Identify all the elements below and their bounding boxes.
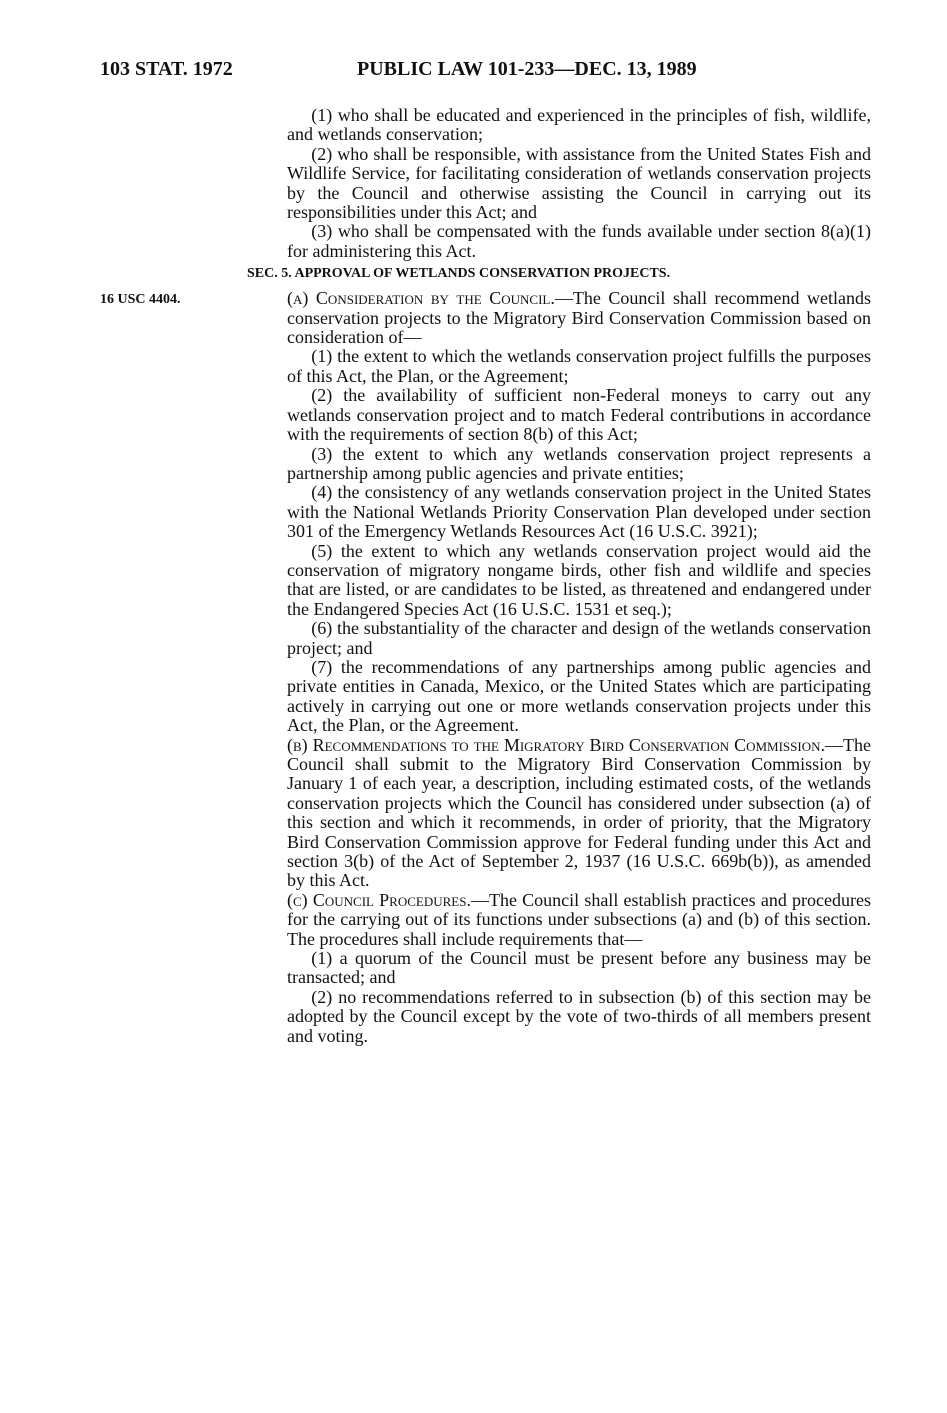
- subsection-c-heading: (c) Council Procedures.: [287, 889, 471, 910]
- subsection-a-item: (4) the consistency of any wetlands conservation project in the United States with the National Wetlands Priority Conservation Plan developed under section 301 of the Emergency Wetlands Resources Act (16 U.S.C. 3921);: [287, 482, 871, 542]
- subsection-a-heading: (a) Consideration by the Council.: [287, 288, 555, 309]
- intro-item: (1) who shall be educated and experienced in the principles of fish, wildlife, and wetlands conservation;: [287, 105, 871, 145]
- subsection-a-item: (7) the recommendations of any partnerships among public agencies and private entities in Canada, Mexico, or the United States which are participating actively in carrying out one or more wetlands conservation projects under this Act, the Plan, or the Agreement.: [287, 656, 871, 736]
- subsection-b: [287, 736, 871, 891]
- subsection-a-item: (5) the extent to which any wetlands conservation project would aid the conservation of migratory nongame birds, other fish and wildlife and species that are listed, or are candidates to be listed, as threatened and endangered under the Endangered Species Act (16 U.S.C. 1531 et seq.);: [287, 540, 871, 619]
- stat-page-number: 103 STAT. 1972: [100, 58, 233, 80]
- intro-item: (3) who shall be compensated with the funds available under section 8(a)(1) for administering this Act.: [287, 221, 871, 261]
- subsection-a-item: (1) the extent to which the wetlands conservation project fulfills the purposes of this Act, the Plan, or the Agreement;: [287, 346, 871, 386]
- subsection-a: [287, 289, 871, 347]
- subsection-a-item: (3) the extent to which any wetlands conservation project represents a partnership among public agencies and private entities;: [287, 443, 871, 483]
- subsection-b-text: —The Council shall submit to the Migratory Bird Conservation Commission by January 1 of each year, a description, including estimated costs, of the wetlands conservation projects which the Council has considered under subsection (a) of this section and which it recommends, in order of priority, that the Migratory Bird Conservation Commission approve for Federal funding under this Act and section 3(b) of the Act of September 2, 1937 (16 U.S.C. 669b(b)), as amended by this Act.: [287, 734, 871, 891]
- public-law-title: PUBLIC LAW 101-233—DEC. 13, 1989: [357, 58, 697, 80]
- subsection-a-item: (6) the substantiality of the character and design of the wetlands conservation project; and: [287, 618, 871, 658]
- page-header: [100, 58, 860, 88]
- subsection-b-heading: (b) Recommendations to the Migratory Bird Conservation Commission.: [287, 734, 826, 755]
- subsection-c-item: (1) a quorum of the Council must be present before any business may be transacted; and: [287, 948, 871, 988]
- intro-item: (2) who shall be responsible, with assistance from the United States Fish and Wildlife Service, for facilitating consideration of wetlands conservation projects by the Council and otherwise assisting the Council in carrying out its responsibilities under this Act; and: [287, 143, 871, 223]
- subsection-c-item: (2) no recommendations referred to in subsection (b) of this section may be adopted by the Council except by the vote of two-thirds of all members present and voting.: [287, 986, 871, 1046]
- subsection-c-text: —The Council shall establish practices and procedures for the carrying out of its functions under subsections (a) and (b) of this section. The procedures shall include requirements that—: [287, 889, 871, 949]
- subsection-a-item: (2) the availability of sufficient non-Federal moneys to carry out any wetlands conservation project and to match Federal contributions in accordance with the requirements of section 8(b) of this Act;: [287, 385, 871, 445]
- document-body: [247, 105, 871, 1046]
- subsection-c: [287, 891, 871, 949]
- usc-citation-sidenote: 16 USC 4404.: [100, 292, 181, 307]
- section-heading: SEC. 5. APPROVAL OF WETLANDS CONSERVATION PROJECTS.: [247, 266, 671, 282]
- subsection-a-text: —The Council shall recommend wetlands conservation projects to the Migratory Bird Conservation Commission based on consideration of—: [287, 288, 871, 348]
